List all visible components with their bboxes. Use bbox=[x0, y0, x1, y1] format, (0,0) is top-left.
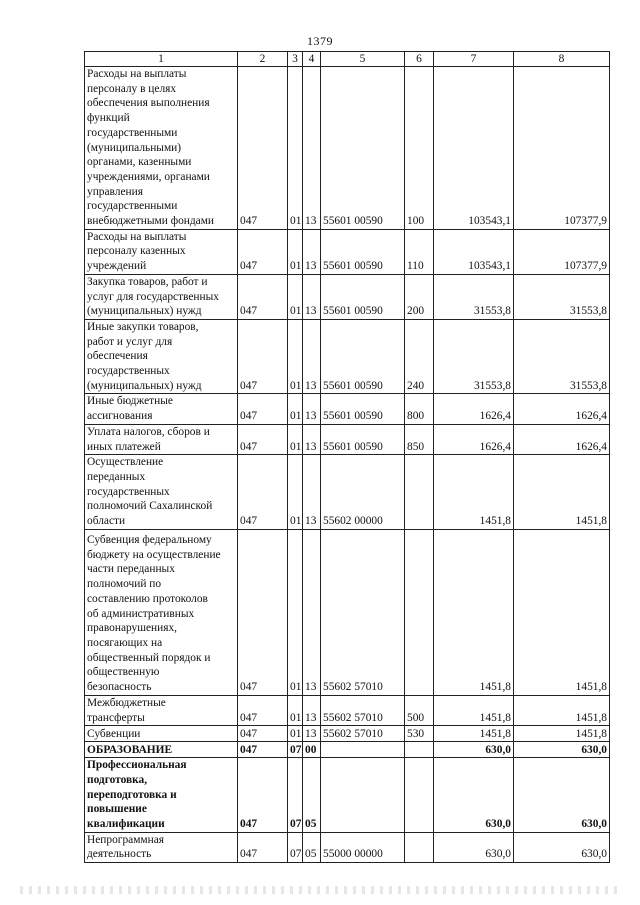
amount-2021-cell: 1451,8 bbox=[514, 529, 610, 695]
expense-type-cell bbox=[405, 455, 434, 530]
row-name-cell bbox=[85, 394, 238, 424]
row-name-line: персоналу казенных bbox=[87, 245, 186, 258]
row-name-line: государственных bbox=[87, 365, 170, 378]
amount-2021-cell: 1451,8 bbox=[514, 455, 610, 530]
row-name-line: обеспечения bbox=[87, 350, 148, 363]
subsection-code-cell: 13 bbox=[303, 274, 321, 319]
table-header-row bbox=[85, 52, 610, 67]
table-row bbox=[85, 274, 610, 319]
expense-type-cell bbox=[405, 742, 434, 758]
section-code-cell: 01 bbox=[288, 455, 303, 530]
agency-code-cell: 047 bbox=[238, 319, 288, 394]
row-name-line: ОБРАЗОВАНИЕ bbox=[87, 743, 173, 756]
amount-2021-cell: 107377,9 bbox=[514, 67, 610, 230]
target-article-cell: 55601 00590 bbox=[321, 319, 405, 394]
subsection-code-cell: 05 bbox=[303, 758, 321, 833]
row-name-line: государственными bbox=[87, 126, 178, 139]
section-code-cell: 01 bbox=[288, 394, 303, 424]
row-name-line: управления bbox=[87, 185, 143, 198]
section-code-cell: 07 bbox=[288, 832, 303, 862]
row-name-line: полномочий Сахалинской bbox=[87, 500, 213, 513]
expense-type-cell bbox=[405, 529, 434, 695]
agency-code-cell: 047 bbox=[238, 742, 288, 758]
amount-2020-cell: 1626,4 bbox=[434, 424, 514, 454]
row-name-line: ассигнования bbox=[87, 410, 153, 423]
amount-2020-cell: 1451,8 bbox=[434, 529, 514, 695]
expense-type-cell: 530 bbox=[405, 726, 434, 742]
target-article-cell: 55601 00590 bbox=[321, 67, 405, 230]
row-name-cell bbox=[85, 529, 238, 695]
table-row bbox=[85, 455, 610, 530]
column-header-2: 2 bbox=[238, 52, 288, 67]
section-code-cell: 01 bbox=[288, 726, 303, 742]
row-name-line: (муниципальных) нужд bbox=[87, 305, 202, 318]
column-header-5: 5 bbox=[321, 52, 405, 67]
subsection-code-cell: 13 bbox=[303, 726, 321, 742]
agency-code-cell: 047 bbox=[238, 394, 288, 424]
subsection-code-cell: 13 bbox=[303, 229, 321, 274]
row-name-line: подготовка, bbox=[87, 773, 148, 786]
subsection-code-cell: 05 bbox=[303, 832, 321, 862]
expense-type-cell: 100 bbox=[405, 67, 434, 230]
section-code-cell: 01 bbox=[288, 424, 303, 454]
row-name-line: государственных bbox=[87, 485, 170, 498]
row-name-cell bbox=[85, 274, 238, 319]
row-name-cell bbox=[85, 726, 238, 742]
agency-code-cell: 047 bbox=[238, 229, 288, 274]
row-name-line: общественный порядок и bbox=[87, 651, 211, 664]
row-name-line: Субвенции bbox=[87, 727, 141, 740]
row-name-line: Иные закупки товаров, bbox=[87, 320, 199, 333]
amount-2021-cell: 630,0 bbox=[514, 832, 610, 862]
amount-2020-cell: 103543,1 bbox=[434, 229, 514, 274]
target-article-cell: 55601 00590 bbox=[321, 229, 405, 274]
agency-code-cell: 047 bbox=[238, 726, 288, 742]
amount-2020-cell: 630,0 bbox=[434, 758, 514, 833]
agency-code-cell: 047 bbox=[238, 67, 288, 230]
row-name-line: об административных bbox=[87, 607, 195, 620]
row-name-line: учреждениями, органами bbox=[87, 170, 210, 183]
table-row bbox=[85, 394, 610, 424]
subsection-code-cell: 13 bbox=[303, 67, 321, 230]
row-name-line: полномочий по bbox=[87, 578, 162, 591]
amount-2021-cell: 31553,8 bbox=[514, 319, 610, 394]
row-name-line: иных платежей bbox=[87, 440, 161, 453]
row-name-line: (муниципальных) нужд bbox=[87, 379, 202, 392]
column-header-6: 6 bbox=[405, 52, 434, 67]
row-name-cell bbox=[85, 229, 238, 274]
column-header-7: 7 bbox=[434, 52, 514, 67]
table-row bbox=[85, 726, 610, 742]
row-name-line: учреждений bbox=[87, 260, 147, 273]
subsection-code-cell: 13 bbox=[303, 529, 321, 695]
row-name-line: внебюджетными фондами bbox=[87, 215, 215, 228]
agency-code-cell: 047 bbox=[238, 455, 288, 530]
row-name-line: (муниципальными) bbox=[87, 141, 182, 154]
column-header-4: 4 bbox=[303, 52, 321, 67]
expense-type-cell bbox=[405, 832, 434, 862]
row-name-line: работ и услуг для bbox=[87, 335, 173, 348]
row-name-line: области bbox=[87, 515, 126, 528]
row-name-line: трансферты bbox=[87, 711, 145, 724]
row-name-line: посягающих на bbox=[87, 636, 163, 649]
expense-type-cell bbox=[405, 758, 434, 833]
agency-code-cell: 047 bbox=[238, 832, 288, 862]
row-name-line: бюджету на осуществление bbox=[87, 548, 221, 561]
row-name-line: составлению протоколов bbox=[87, 592, 208, 605]
amount-2021-cell: 1451,8 bbox=[514, 726, 610, 742]
section-code-cell: 01 bbox=[288, 319, 303, 394]
row-name-line: Осуществление bbox=[87, 456, 164, 469]
amount-2020-cell: 103543,1 bbox=[434, 67, 514, 230]
amount-2021-cell: 1626,4 bbox=[514, 424, 610, 454]
row-name-line: переподготовка и bbox=[87, 788, 177, 801]
row-name-line: функций bbox=[87, 112, 130, 125]
amount-2021-cell: 31553,8 bbox=[514, 274, 610, 319]
budget-table bbox=[84, 51, 610, 863]
row-name-line: общественную bbox=[87, 666, 160, 679]
section-code-cell: 01 bbox=[288, 274, 303, 319]
row-name-line: квалификации bbox=[87, 818, 165, 831]
row-name-cell bbox=[85, 455, 238, 530]
target-article-cell: 55601 00590 bbox=[321, 274, 405, 319]
table-row bbox=[85, 758, 610, 833]
row-name-line: обеспечения выполнения bbox=[87, 97, 210, 110]
subsection-code-cell: 13 bbox=[303, 424, 321, 454]
expense-type-cell: 500 bbox=[405, 695, 434, 725]
row-name-line: Расходы на выплаты bbox=[87, 230, 187, 243]
section-code-cell: 01 bbox=[288, 529, 303, 695]
table-row bbox=[85, 67, 610, 230]
row-name-line: повышение bbox=[87, 803, 147, 816]
row-name-line: переданных bbox=[87, 470, 146, 483]
section-code-cell: 01 bbox=[288, 695, 303, 725]
expense-type-cell: 240 bbox=[405, 319, 434, 394]
section-code-cell: 07 bbox=[288, 742, 303, 758]
table-row bbox=[85, 832, 610, 862]
row-name-line: государственными bbox=[87, 200, 178, 213]
amount-2020-cell: 1451,8 bbox=[434, 726, 514, 742]
row-name-line: персоналу в целях bbox=[87, 82, 177, 95]
row-name-cell bbox=[85, 758, 238, 833]
table-body bbox=[85, 67, 610, 863]
amount-2021-cell: 107377,9 bbox=[514, 229, 610, 274]
expense-type-cell: 200 bbox=[405, 274, 434, 319]
section-code-cell: 01 bbox=[288, 229, 303, 274]
target-article-cell: 55602 57010 bbox=[321, 529, 405, 695]
amount-2020-cell: 31553,8 bbox=[434, 274, 514, 319]
scan-artifact bbox=[20, 886, 620, 894]
target-article-cell: 55601 00590 bbox=[321, 424, 405, 454]
table-row bbox=[85, 424, 610, 454]
target-article-cell: 55602 57010 bbox=[321, 695, 405, 725]
row-name-cell bbox=[85, 742, 238, 758]
amount-2021-cell: 630,0 bbox=[514, 742, 610, 758]
row-name-cell bbox=[85, 67, 238, 230]
table-row bbox=[85, 695, 610, 725]
target-article-cell: 55000 00000 bbox=[321, 832, 405, 862]
target-article-cell: 55601 00590 bbox=[321, 394, 405, 424]
agency-code-cell: 047 bbox=[238, 274, 288, 319]
amount-2020-cell: 630,0 bbox=[434, 832, 514, 862]
agency-code-cell: 047 bbox=[238, 758, 288, 833]
row-name-line: Закупка товаров, работ и bbox=[87, 275, 208, 288]
subsection-code-cell: 13 bbox=[303, 319, 321, 394]
expense-type-cell: 110 bbox=[405, 229, 434, 274]
table-row bbox=[85, 229, 610, 274]
subsection-code-cell: 13 bbox=[303, 394, 321, 424]
expense-type-cell: 850 bbox=[405, 424, 434, 454]
subsection-code-cell: 13 bbox=[303, 695, 321, 725]
target-article-cell bbox=[321, 758, 405, 833]
row-name-line: Непрограммная bbox=[87, 833, 164, 846]
table-row bbox=[85, 742, 610, 758]
table-row bbox=[85, 319, 610, 394]
target-article-cell: 55602 57010 bbox=[321, 726, 405, 742]
row-name-line: Субвенция федеральному bbox=[87, 534, 212, 547]
agency-code-cell: 047 bbox=[238, 695, 288, 725]
row-name-line: услуг для государственных bbox=[87, 290, 219, 303]
row-name-cell bbox=[85, 319, 238, 394]
amount-2020-cell: 31553,8 bbox=[434, 319, 514, 394]
row-name-line: органами, казенными bbox=[87, 156, 192, 169]
target-article-cell bbox=[321, 742, 405, 758]
amount-2020-cell: 1451,8 bbox=[434, 455, 514, 530]
amount-2020-cell: 1451,8 bbox=[434, 695, 514, 725]
amount-2021-cell: 1451,8 bbox=[514, 695, 610, 725]
expense-type-cell: 800 bbox=[405, 394, 434, 424]
row-name-line: Расходы на выплаты bbox=[87, 68, 187, 80]
column-header-3: 3 bbox=[288, 52, 303, 67]
section-code-cell: 07 bbox=[288, 758, 303, 833]
agency-code-cell: 047 bbox=[238, 424, 288, 454]
row-name-line: Уплата налогов, сборов и bbox=[87, 425, 210, 438]
row-name-cell bbox=[85, 695, 238, 725]
amount-2021-cell: 1626,4 bbox=[514, 394, 610, 424]
amount-2021-cell: 630,0 bbox=[514, 758, 610, 833]
column-header-1: 1 bbox=[85, 52, 238, 67]
page-number: 1379 bbox=[307, 34, 333, 48]
row-name-cell bbox=[85, 424, 238, 454]
target-article-cell: 55602 00000 bbox=[321, 455, 405, 530]
subsection-code-cell: 00 bbox=[303, 742, 321, 758]
row-name-line: безопасность bbox=[87, 681, 152, 694]
table-row bbox=[85, 529, 610, 695]
row-name-line: части переданных bbox=[87, 563, 175, 576]
section-code-cell: 01 bbox=[288, 67, 303, 230]
agency-code-cell: 047 bbox=[238, 529, 288, 695]
row-name-line: Межбюджетные bbox=[87, 696, 166, 709]
row-name-cell bbox=[85, 832, 238, 862]
row-name-line: деятельность bbox=[87, 848, 152, 861]
subsection-code-cell: 13 bbox=[303, 455, 321, 530]
amount-2020-cell: 630,0 bbox=[434, 742, 514, 758]
row-name-line: правонарушениях, bbox=[87, 622, 178, 635]
row-name-line: Профессиональная bbox=[87, 759, 187, 772]
amount-2020-cell: 1626,4 bbox=[434, 394, 514, 424]
column-header-8: 8 bbox=[514, 52, 610, 67]
row-name-line: Иные бюджетные bbox=[87, 395, 173, 408]
